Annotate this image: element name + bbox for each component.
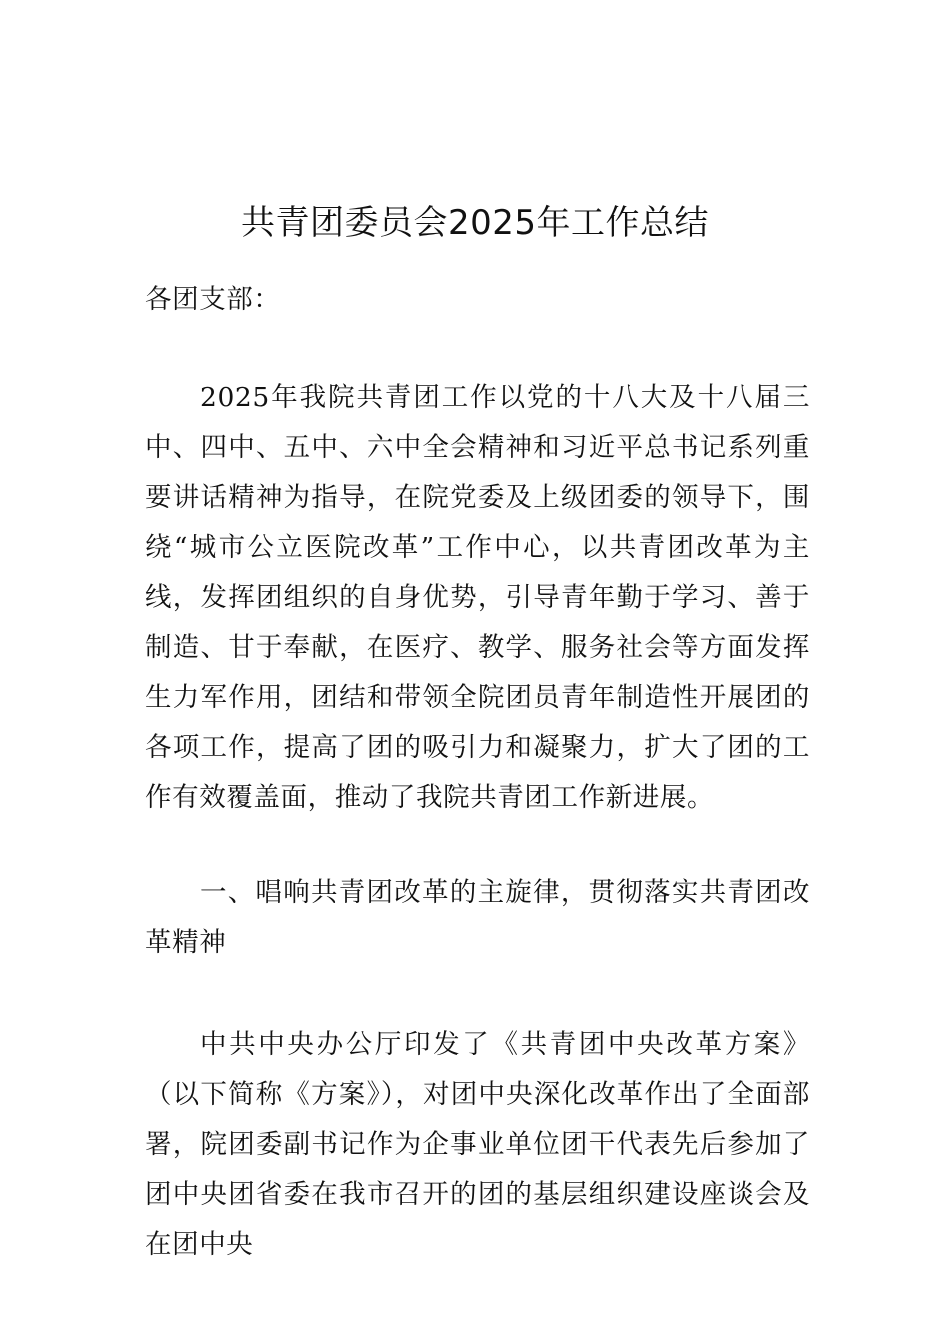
document-title: 共青团委员会2025年工作总结: [240, 202, 710, 243]
section-paragraph: 中共中央办公厅印发了《共青团中央改革方案》（以下简称《方案》），对团中央深化改革作出了全面部署，院团委副书记作为企事业单位团干代表先后参加了团中央团省委在我市召开的团的基层组织建设座谈会及在团中央: [145, 1029, 810, 1260]
salutation: 各团支部：: [145, 284, 281, 315]
section-heading: 一、唱响共青团改革的主旋律，贯彻落实共青团改革精神: [145, 877, 810, 958]
intro-paragraph: 2025年我院共青团工作以党的十八大及十八届三中、四中、五中、六中全会精神和习近平总书记系列重要讲话精神为指导，在院党委及上级团委的领导下，围绕“城市公立医院改革”工作中心，以共青团改革为主线，发挥团组织的自身优势，引导青年勤于学习、善于制造、甘于奉献，在医疗、教学、服务社会等方面发挥生力军作用，团结和带领全院团员青年制造性开展团的各项工作，提高了团的吸引力和凝聚力，扩大了团的工作有效覆盖面，推动了我院共青团工作新进展。: [145, 382, 810, 813]
